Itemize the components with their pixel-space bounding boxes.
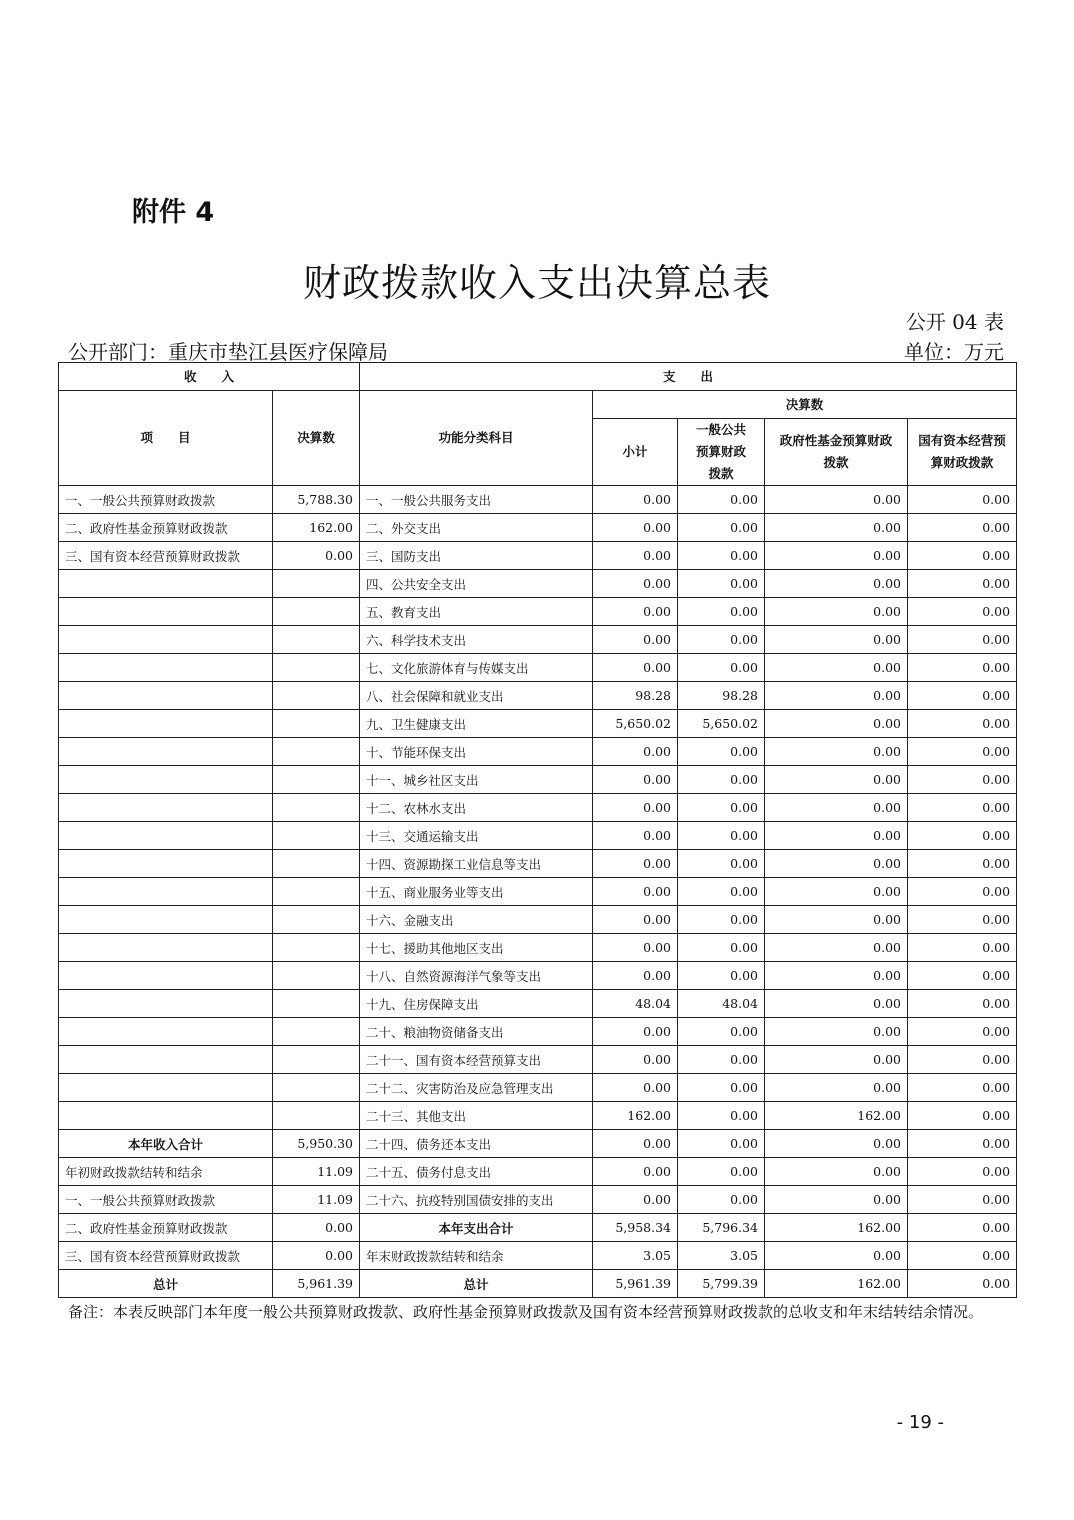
table-row bbox=[59, 1102, 1017, 1130]
expense-item-cell: 四、公共安全支出 bbox=[360, 570, 593, 598]
subtotal-cell: 0.00 bbox=[593, 1130, 678, 1158]
general-public-cell: 0.00 bbox=[678, 766, 765, 794]
state-capital-cell: 0.00 bbox=[908, 1046, 1017, 1074]
table-row bbox=[59, 1130, 1017, 1158]
table-row bbox=[59, 1270, 1017, 1298]
income-amount-cell: 162.00 bbox=[273, 514, 360, 542]
expense-item-cell: 十六、金融支出 bbox=[360, 906, 593, 934]
expense-item-cell: 六、科学技术支出 bbox=[360, 626, 593, 654]
income-amount-cell: 11.09 bbox=[273, 1158, 360, 1186]
income-item-cell bbox=[59, 878, 273, 906]
table-row bbox=[59, 1046, 1017, 1074]
gov-fund-cell: 0.00 bbox=[765, 1158, 908, 1186]
income-item-cell: 本年收入合计 bbox=[59, 1130, 273, 1158]
expense-item-cell: 一、一般公共服务支出 bbox=[360, 486, 593, 514]
table-row bbox=[59, 1018, 1017, 1046]
state-capital-cell: 0.00 bbox=[908, 514, 1017, 542]
footnote: 备注：本表反映部门本年度一般公共预算财政拨款、政府性基金预算财政拨款及国有资本经营预算财政拨款的总收支和年末结转结余情况。 bbox=[68, 1303, 984, 1321]
gov-fund-cell: 0.00 bbox=[765, 514, 908, 542]
income-amount-cell: 5,961.39 bbox=[273, 1270, 360, 1298]
subtotal-cell: 3.05 bbox=[593, 1242, 678, 1270]
gov-fund-header: 政府性基金预算财政拨款 bbox=[765, 419, 908, 486]
expense-item-cell: 三、国防支出 bbox=[360, 542, 593, 570]
gov-fund-cell: 0.00 bbox=[765, 1018, 908, 1046]
general-public-cell: 3.05 bbox=[678, 1242, 765, 1270]
subtotal-cell: 0.00 bbox=[593, 570, 678, 598]
expense-item-cell: 本年支出合计 bbox=[360, 1214, 593, 1242]
expense-item-cell: 九、卫生健康支出 bbox=[360, 710, 593, 738]
state-capital-cell: 0.00 bbox=[908, 542, 1017, 570]
income-amount-cell bbox=[273, 850, 360, 878]
general-public-cell: 0.00 bbox=[678, 1018, 765, 1046]
state-capital-cell: 0.00 bbox=[908, 626, 1017, 654]
state-capital-cell: 0.00 bbox=[908, 1186, 1017, 1214]
table-row bbox=[59, 906, 1017, 934]
final-amount-header: 决算数 bbox=[273, 391, 360, 486]
income-amount-cell bbox=[273, 570, 360, 598]
income-header: 收 入 bbox=[59, 363, 360, 391]
subtotal-cell: 0.00 bbox=[593, 654, 678, 682]
state-capital-cell: 0.00 bbox=[908, 766, 1017, 794]
income-amount-cell bbox=[273, 654, 360, 682]
gov-fund-cell: 0.00 bbox=[765, 1186, 908, 1214]
gov-fund-cell: 0.00 bbox=[765, 598, 908, 626]
gov-fund-cell: 0.00 bbox=[765, 990, 908, 1018]
income-item-cell: 年初财政拨款结转和结余 bbox=[59, 1158, 273, 1186]
general-public-cell: 0.00 bbox=[678, 1158, 765, 1186]
income-amount-cell bbox=[273, 682, 360, 710]
income-item-cell bbox=[59, 906, 273, 934]
expense-item-cell: 二十五、债务付息支出 bbox=[360, 1158, 593, 1186]
table-row bbox=[59, 626, 1017, 654]
general-public-cell: 5,799.39 bbox=[678, 1270, 765, 1298]
subtotal-cell: 162.00 bbox=[593, 1102, 678, 1130]
gov-fund-cell: 0.00 bbox=[765, 682, 908, 710]
income-amount-cell bbox=[273, 878, 360, 906]
income-amount-cell bbox=[273, 1018, 360, 1046]
general-public-cell: 5,650.02 bbox=[678, 710, 765, 738]
expense-item-cell: 二十、粮油物资储备支出 bbox=[360, 1018, 593, 1046]
table-row bbox=[59, 962, 1017, 990]
general-public-cell: 0.00 bbox=[678, 878, 765, 906]
subtotal-cell: 0.00 bbox=[593, 906, 678, 934]
subtotal-cell: 5,961.39 bbox=[593, 1270, 678, 1298]
state-capital-cell: 0.00 bbox=[908, 738, 1017, 766]
gov-fund-cell: 0.00 bbox=[765, 626, 908, 654]
income-item-cell bbox=[59, 570, 273, 598]
state-capital-cell: 0.00 bbox=[908, 934, 1017, 962]
general-public-cell: 0.00 bbox=[678, 570, 765, 598]
expense-item-cell: 七、文化旅游体育与传媒支出 bbox=[360, 654, 593, 682]
subtotal-cell: 0.00 bbox=[593, 766, 678, 794]
gov-fund-cell: 0.00 bbox=[765, 542, 908, 570]
state-capital-cell: 0.00 bbox=[908, 682, 1017, 710]
general-public-cell: 0.00 bbox=[678, 1186, 765, 1214]
page-number: - 19 - bbox=[896, 1412, 944, 1433]
table-row bbox=[59, 850, 1017, 878]
income-amount-cell bbox=[273, 1046, 360, 1074]
state-capital-cell: 0.00 bbox=[908, 486, 1017, 514]
final-group-header: 决算数 bbox=[593, 391, 1017, 419]
table-row bbox=[59, 486, 1017, 514]
expense-item-cell: 二十三、其他支出 bbox=[360, 1102, 593, 1130]
income-item-cell: 二、政府性基金预算财政拨款 bbox=[59, 514, 273, 542]
subtotal-header: 小计 bbox=[593, 419, 678, 486]
table-row bbox=[59, 598, 1017, 626]
income-amount-cell: 11.09 bbox=[273, 1186, 360, 1214]
income-item-cell bbox=[59, 738, 273, 766]
subtotal-cell: 98.28 bbox=[593, 682, 678, 710]
income-item-cell bbox=[59, 598, 273, 626]
state-capital-header: 国有资本经营预算财政拨款 bbox=[908, 419, 1017, 486]
table-row bbox=[59, 766, 1017, 794]
general-public-cell: 0.00 bbox=[678, 598, 765, 626]
expense-item-cell: 十七、援助其他地区支出 bbox=[360, 934, 593, 962]
income-item-cell bbox=[59, 1074, 273, 1102]
income-amount-cell bbox=[273, 626, 360, 654]
income-amount-cell bbox=[273, 794, 360, 822]
gov-fund-cell: 162.00 bbox=[765, 1270, 908, 1298]
table-row bbox=[59, 990, 1017, 1018]
gov-fund-cell: 0.00 bbox=[765, 486, 908, 514]
income-amount-cell bbox=[273, 598, 360, 626]
income-item-cell bbox=[59, 822, 273, 850]
subtotal-cell: 0.00 bbox=[593, 514, 678, 542]
income-item-cell: 总计 bbox=[59, 1270, 273, 1298]
gov-fund-cell: 0.00 bbox=[765, 1242, 908, 1270]
income-item-cell bbox=[59, 626, 273, 654]
page-title: 财政拨款收入支出决算总表 bbox=[302, 261, 771, 305]
general-public-cell: 0.00 bbox=[678, 1130, 765, 1158]
table-code: 公开 04 表 bbox=[905, 310, 1004, 334]
subtotal-cell: 0.00 bbox=[593, 850, 678, 878]
subtotal-cell: 0.00 bbox=[593, 1074, 678, 1102]
income-item-cell bbox=[59, 934, 273, 962]
subtotal-cell: 0.00 bbox=[593, 962, 678, 990]
gov-fund-cell: 0.00 bbox=[765, 962, 908, 990]
general-public-cell: 0.00 bbox=[678, 906, 765, 934]
subtotal-cell: 0.00 bbox=[593, 1186, 678, 1214]
expense-item-cell: 二、外交支出 bbox=[360, 514, 593, 542]
expense-item-cell: 十、节能环保支出 bbox=[360, 738, 593, 766]
income-item-cell bbox=[59, 850, 273, 878]
expense-item-cell: 十五、商业服务业等支出 bbox=[360, 878, 593, 906]
state-capital-cell: 0.00 bbox=[908, 1130, 1017, 1158]
income-amount-cell bbox=[273, 962, 360, 990]
table-row bbox=[59, 822, 1017, 850]
state-capital-cell: 0.00 bbox=[908, 1102, 1017, 1130]
gov-fund-cell: 0.00 bbox=[765, 822, 908, 850]
table-row bbox=[59, 710, 1017, 738]
table-row bbox=[59, 682, 1017, 710]
income-amount-cell: 0.00 bbox=[273, 1242, 360, 1270]
gov-fund-cell: 0.00 bbox=[765, 1130, 908, 1158]
state-capital-cell: 0.00 bbox=[908, 822, 1017, 850]
table-row bbox=[59, 794, 1017, 822]
gov-fund-cell: 0.00 bbox=[765, 710, 908, 738]
state-capital-cell: 0.00 bbox=[908, 1242, 1017, 1270]
gov-fund-cell: 0.00 bbox=[765, 570, 908, 598]
general-public-cell: 0.00 bbox=[678, 626, 765, 654]
gov-fund-cell: 162.00 bbox=[765, 1214, 908, 1242]
subtotal-cell: 5,958.34 bbox=[593, 1214, 678, 1242]
gov-fund-cell: 162.00 bbox=[765, 1102, 908, 1130]
income-item-cell bbox=[59, 962, 273, 990]
general-public-cell: 0.00 bbox=[678, 542, 765, 570]
subtotal-cell: 0.00 bbox=[593, 1158, 678, 1186]
state-capital-cell: 0.00 bbox=[908, 962, 1017, 990]
income-item-cell: 二、政府性基金预算财政拨款 bbox=[59, 1214, 273, 1242]
state-capital-cell: 0.00 bbox=[908, 990, 1017, 1018]
general-public-cell: 0.00 bbox=[678, 1102, 765, 1130]
income-amount-cell bbox=[273, 990, 360, 1018]
general-public-header: 一般公共预算财政拨款 bbox=[678, 419, 765, 486]
table-row bbox=[59, 878, 1017, 906]
gov-fund-cell: 0.00 bbox=[765, 1074, 908, 1102]
income-item-cell: 三、国有资本经营预算财政拨款 bbox=[59, 542, 273, 570]
general-public-cell: 0.00 bbox=[678, 934, 765, 962]
general-public-cell: 0.00 bbox=[678, 514, 765, 542]
gov-fund-cell: 0.00 bbox=[765, 906, 908, 934]
income-amount-cell: 0.00 bbox=[273, 1214, 360, 1242]
expense-item-cell: 十一、城乡社区支出 bbox=[360, 766, 593, 794]
expense-item-cell: 十八、自然资源海洋气象等支出 bbox=[360, 962, 593, 990]
income-item-cell bbox=[59, 682, 273, 710]
income-amount-cell bbox=[273, 906, 360, 934]
income-item-cell bbox=[59, 990, 273, 1018]
state-capital-cell: 0.00 bbox=[908, 710, 1017, 738]
subtotal-cell: 0.00 bbox=[593, 878, 678, 906]
unit-label: 单位：万元 bbox=[904, 340, 1004, 364]
income-amount-cell bbox=[273, 1074, 360, 1102]
gov-fund-cell: 0.00 bbox=[765, 654, 908, 682]
income-item-cell bbox=[59, 710, 273, 738]
income-amount-cell bbox=[273, 1102, 360, 1130]
subtotal-cell: 0.00 bbox=[593, 738, 678, 766]
income-item-cell: 一、一般公共预算财政拨款 bbox=[59, 1186, 273, 1214]
state-capital-cell: 0.00 bbox=[908, 1074, 1017, 1102]
income-item-cell: 一、一般公共预算财政拨款 bbox=[59, 486, 273, 514]
expense-header: 支 出 bbox=[360, 363, 1017, 391]
gov-fund-cell: 0.00 bbox=[765, 850, 908, 878]
department-label: 公开部门：重庆市垫江县医疗保障局 bbox=[68, 340, 388, 364]
general-public-cell: 0.00 bbox=[678, 850, 765, 878]
table-row bbox=[59, 654, 1017, 682]
income-item-cell bbox=[59, 654, 273, 682]
table-row bbox=[59, 934, 1017, 962]
income-item-cell bbox=[59, 1102, 273, 1130]
expense-item-cell: 二十一、国有资本经营预算支出 bbox=[360, 1046, 593, 1074]
gov-fund-cell: 0.00 bbox=[765, 794, 908, 822]
general-public-cell: 0.00 bbox=[678, 654, 765, 682]
state-capital-cell: 0.00 bbox=[908, 1158, 1017, 1186]
expense-item-cell: 年末财政拨款结转和结余 bbox=[360, 1242, 593, 1270]
gov-fund-cell: 0.00 bbox=[765, 766, 908, 794]
table-row bbox=[59, 514, 1017, 542]
gov-fund-cell: 0.00 bbox=[765, 878, 908, 906]
subtotal-cell: 0.00 bbox=[593, 626, 678, 654]
state-capital-cell: 0.00 bbox=[908, 598, 1017, 626]
general-public-cell: 0.00 bbox=[678, 1046, 765, 1074]
income-amount-cell bbox=[273, 934, 360, 962]
income-item-cell bbox=[59, 1046, 273, 1074]
subtotal-cell: 0.00 bbox=[593, 822, 678, 850]
table-row bbox=[59, 1186, 1017, 1214]
expense-item-cell: 二十四、债务还本支出 bbox=[360, 1130, 593, 1158]
state-capital-cell: 0.00 bbox=[908, 906, 1017, 934]
general-public-cell: 48.04 bbox=[678, 990, 765, 1018]
income-item-cell: 三、国有资本经营预算财政拨款 bbox=[59, 1242, 273, 1270]
expense-item-cell: 二十六、抗疫特别国债安排的支出 bbox=[360, 1186, 593, 1214]
state-capital-cell: 0.00 bbox=[908, 850, 1017, 878]
table-row bbox=[59, 1074, 1017, 1102]
state-capital-cell: 0.00 bbox=[908, 1214, 1017, 1242]
expense-item-cell: 二十二、灾害防治及应急管理支出 bbox=[360, 1074, 593, 1102]
state-capital-cell: 0.00 bbox=[908, 570, 1017, 598]
income-amount-cell bbox=[273, 710, 360, 738]
gov-fund-cell: 0.00 bbox=[765, 934, 908, 962]
expense-item-cell: 十四、资源勘探工业信息等支出 bbox=[360, 850, 593, 878]
income-item-cell bbox=[59, 766, 273, 794]
expense-item-cell: 十二、农林水支出 bbox=[360, 794, 593, 822]
gov-fund-cell: 0.00 bbox=[765, 1046, 908, 1074]
table-row bbox=[59, 1242, 1017, 1270]
expense-item-cell: 八、社会保障和就业支出 bbox=[360, 682, 593, 710]
state-capital-cell: 0.00 bbox=[908, 794, 1017, 822]
table-row bbox=[59, 1158, 1017, 1186]
income-item-cell bbox=[59, 1018, 273, 1046]
attachment-label: 附件 4 bbox=[132, 197, 215, 228]
table-row bbox=[59, 738, 1017, 766]
gov-fund-cell: 0.00 bbox=[765, 738, 908, 766]
subtotal-cell: 48.04 bbox=[593, 990, 678, 1018]
general-public-cell: 5,796.34 bbox=[678, 1214, 765, 1242]
expense-item-cell: 十三、交通运输支出 bbox=[360, 822, 593, 850]
table-row bbox=[59, 1214, 1017, 1242]
subtotal-cell: 0.00 bbox=[593, 934, 678, 962]
finance-table bbox=[58, 362, 1017, 1298]
general-public-cell: 0.00 bbox=[678, 1074, 765, 1102]
state-capital-cell: 0.00 bbox=[908, 654, 1017, 682]
subtotal-cell: 0.00 bbox=[593, 1018, 678, 1046]
income-amount-cell: 5,950.30 bbox=[273, 1130, 360, 1158]
table-row bbox=[59, 570, 1017, 598]
general-public-cell: 0.00 bbox=[678, 486, 765, 514]
table-row bbox=[59, 542, 1017, 570]
expense-item-cell: 五、教育支出 bbox=[360, 598, 593, 626]
function-category-header: 功能分类科目 bbox=[360, 391, 593, 486]
income-amount-cell: 5,788.30 bbox=[273, 486, 360, 514]
subtotal-cell: 0.00 bbox=[593, 794, 678, 822]
income-amount-cell: 0.00 bbox=[273, 542, 360, 570]
general-public-cell: 0.00 bbox=[678, 794, 765, 822]
general-public-cell: 0.00 bbox=[678, 822, 765, 850]
expense-item-cell: 总计 bbox=[360, 1270, 593, 1298]
subtotal-cell: 0.00 bbox=[593, 598, 678, 626]
income-amount-cell bbox=[273, 766, 360, 794]
item-header: 项 目 bbox=[59, 391, 273, 486]
expense-item-cell: 十九、住房保障支出 bbox=[360, 990, 593, 1018]
subtotal-cell: 0.00 bbox=[593, 486, 678, 514]
subtotal-cell: 0.00 bbox=[593, 542, 678, 570]
state-capital-cell: 0.00 bbox=[908, 1018, 1017, 1046]
state-capital-cell: 0.00 bbox=[908, 878, 1017, 906]
general-public-cell: 0.00 bbox=[678, 962, 765, 990]
subtotal-cell: 5,650.02 bbox=[593, 710, 678, 738]
state-capital-cell: 0.00 bbox=[908, 1270, 1017, 1298]
income-item-cell bbox=[59, 794, 273, 822]
general-public-cell: 98.28 bbox=[678, 682, 765, 710]
income-amount-cell bbox=[273, 822, 360, 850]
general-public-cell: 0.00 bbox=[678, 738, 765, 766]
subtotal-cell: 0.00 bbox=[593, 1046, 678, 1074]
income-amount-cell bbox=[273, 738, 360, 766]
